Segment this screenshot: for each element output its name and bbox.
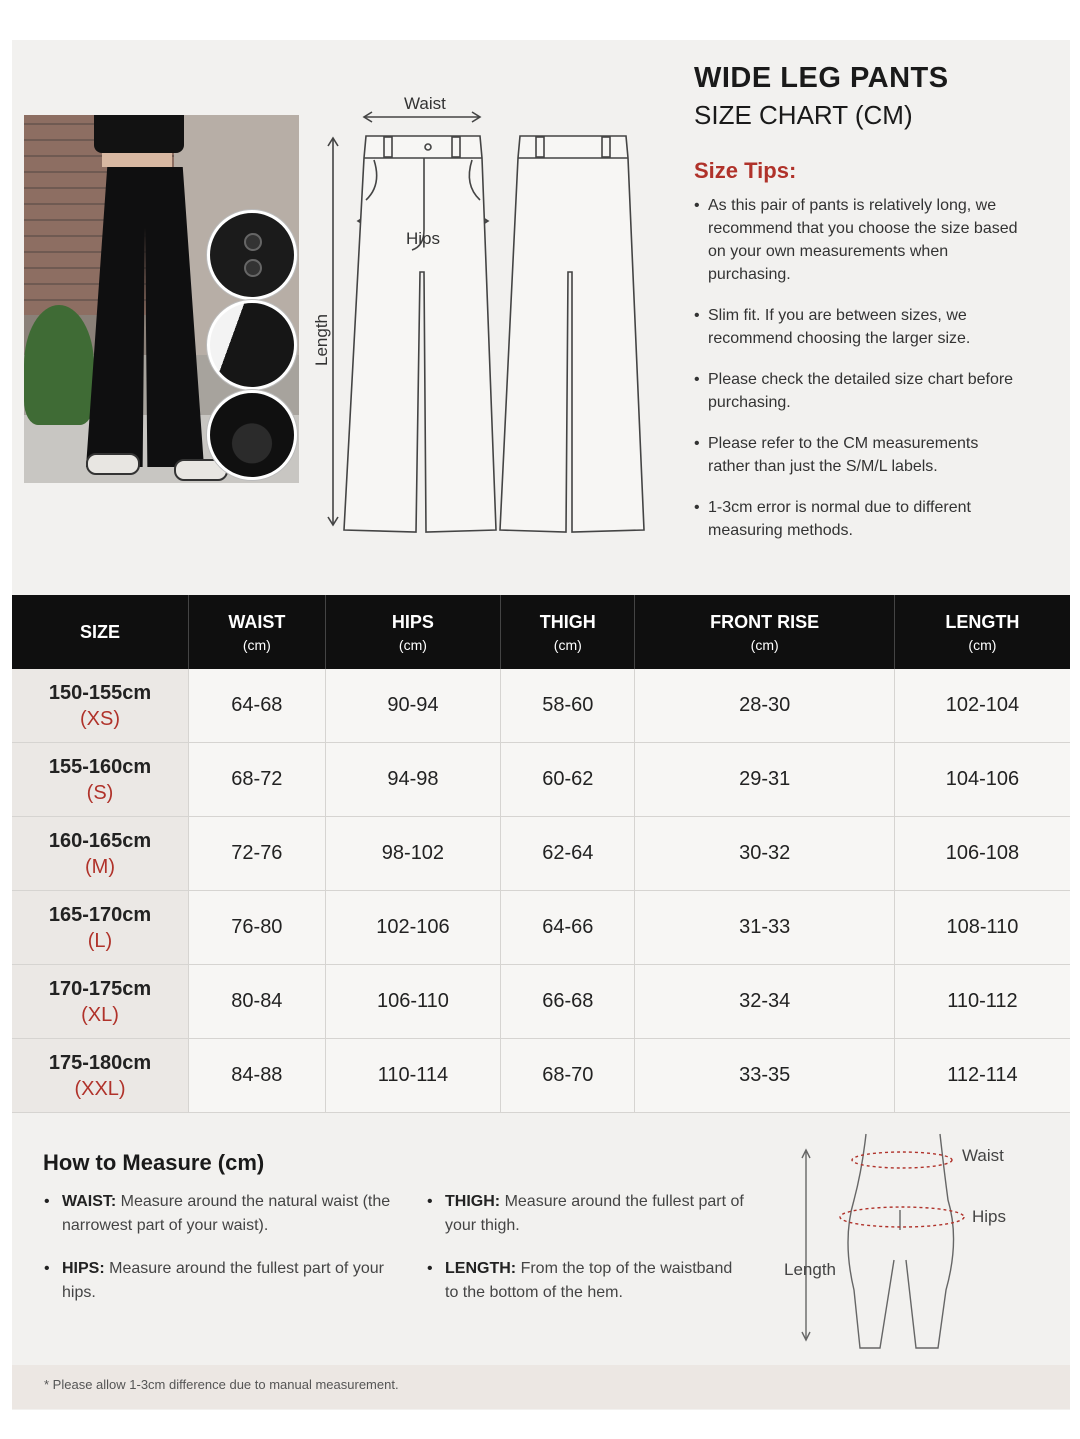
size-cell: 150-155cm (XS): [12, 669, 189, 743]
zipper-closeup-icon: [207, 390, 297, 480]
size-tip: • Please refer to the CM measurements rather than just the S/M/L labels.: [694, 432, 1024, 478]
thigh-cell: 62-64: [501, 817, 635, 891]
photo-crop-top: [94, 115, 184, 153]
header-waist: WAIST (cm): [189, 595, 326, 669]
size-tips-heading: Size Tips:: [694, 158, 797, 183]
measure-item-thigh: • THIGH: Measure around the fullest part of your thigh.: [427, 1190, 745, 1238]
waist-cell: 64-68: [189, 669, 326, 743]
size-tip: • 1-3cm error is normal due to different measuring methods.: [694, 496, 1024, 542]
table-row: [12, 1039, 1070, 1113]
pleat-closeup-icon: [207, 300, 297, 390]
table-header-row: [12, 595, 1070, 669]
hips-cell: 94-98: [325, 743, 500, 817]
size-cell: 160-165cm (M): [12, 817, 189, 891]
length-cell: 102-104: [894, 669, 1070, 743]
front-rise-cell: 33-35: [635, 1039, 894, 1113]
front-rise-cell: 32-34: [635, 965, 894, 1039]
pants-sketch-svg: [320, 90, 660, 545]
hips-cell: 110-114: [325, 1039, 500, 1113]
length-cell: 112-114: [894, 1039, 1070, 1113]
thigh-cell: 66-68: [501, 965, 635, 1039]
header-size: SIZE: [12, 595, 189, 669]
waist-cell: 72-76: [189, 817, 326, 891]
table-row: [12, 669, 1070, 743]
product-photo: [24, 115, 299, 483]
button-closeup-icon: [207, 210, 297, 300]
thigh-cell: 60-62: [501, 743, 635, 817]
table-row: [12, 965, 1070, 1039]
hips-cell: 102-106: [325, 891, 500, 965]
page-title: WIDE LEG PANTS: [694, 62, 949, 94]
size-cell: 170-175cm (XL): [12, 965, 189, 1039]
thigh-cell: 64-66: [501, 891, 635, 965]
front-rise-cell: 28-30: [635, 669, 894, 743]
size-table: [12, 595, 1070, 1113]
waist-cell: 68-72: [189, 743, 326, 817]
length-cell: 110-112: [894, 965, 1070, 1039]
length-cell: 104-106: [894, 743, 1070, 817]
footnote: * Please allow 1-3cm difference due to manual measurement.: [44, 1377, 399, 1392]
table-row: [12, 891, 1070, 965]
figure-waist-label: Waist: [962, 1146, 1004, 1165]
measure-item-hips: • HIPS: Measure around the fullest part of your hips.: [44, 1257, 392, 1305]
figure-hips-label: Hips: [972, 1207, 1007, 1226]
figure-length-label: Length: [784, 1260, 836, 1279]
size-cell: 175-180cm (XXL): [12, 1039, 189, 1113]
size-tips-list: [694, 194, 1024, 560]
size-cell: 155-160cm (S): [12, 743, 189, 817]
header-front-rise: FRONT RISE (cm): [635, 595, 894, 669]
size-tip: • As this pair of pants is relatively long, we recommend that you choose the size based on your own measurements when purchasing.: [694, 194, 1024, 286]
how-to-measure-title: How to Measure (cm): [43, 1150, 265, 1175]
waist-cell: 84-88: [189, 1039, 326, 1113]
pants-sketch: [312, 90, 660, 545]
front-rise-cell: 29-31: [635, 743, 894, 817]
header-length: LENGTH (cm): [894, 595, 1070, 669]
hips-cell: 106-110: [325, 965, 500, 1039]
table-row: [12, 743, 1070, 817]
header-hips: HIPS (cm): [325, 595, 500, 669]
thigh-cell: 68-70: [501, 1039, 635, 1113]
length-cell: 106-108: [894, 817, 1070, 891]
page-subtitle: SIZE CHART (CM): [694, 100, 913, 130]
front-rise-cell: 31-33: [635, 891, 894, 965]
thigh-cell: 58-60: [501, 669, 635, 743]
sketch-hips-label: Hips: [406, 229, 441, 248]
measure-item-length: • LENGTH: From the top of the waistband to the bottom of the hem.: [427, 1257, 745, 1305]
measure-item-waist: • WAIST: Measure around the natural waist (the narrowest part of your waist).: [44, 1190, 392, 1238]
photo-shoe-left: [86, 453, 140, 475]
size-tip: • Please check the detailed size chart before purchasing.: [694, 368, 1024, 414]
header-thigh: THIGH (cm): [501, 595, 635, 669]
length-cell: 108-110: [894, 891, 1070, 965]
photo-midriff: [102, 153, 172, 167]
sketch-length-label: Length: [312, 314, 331, 366]
body-measure-figure: [770, 1130, 1040, 1360]
photo-plant: [24, 305, 94, 425]
table-row: [12, 817, 1070, 891]
waist-cell: 76-80: [189, 891, 326, 965]
sketch-waist-label: Waist: [404, 94, 446, 113]
front-rise-cell: 30-32: [635, 817, 894, 891]
hips-cell: 90-94: [325, 669, 500, 743]
hips-cell: 98-102: [325, 817, 500, 891]
waist-cell: 80-84: [189, 965, 326, 1039]
size-tip: • Slim fit. If you are between sizes, we recommend choosing the larger size.: [694, 304, 1024, 350]
size-cell: 165-170cm (L): [12, 891, 189, 965]
